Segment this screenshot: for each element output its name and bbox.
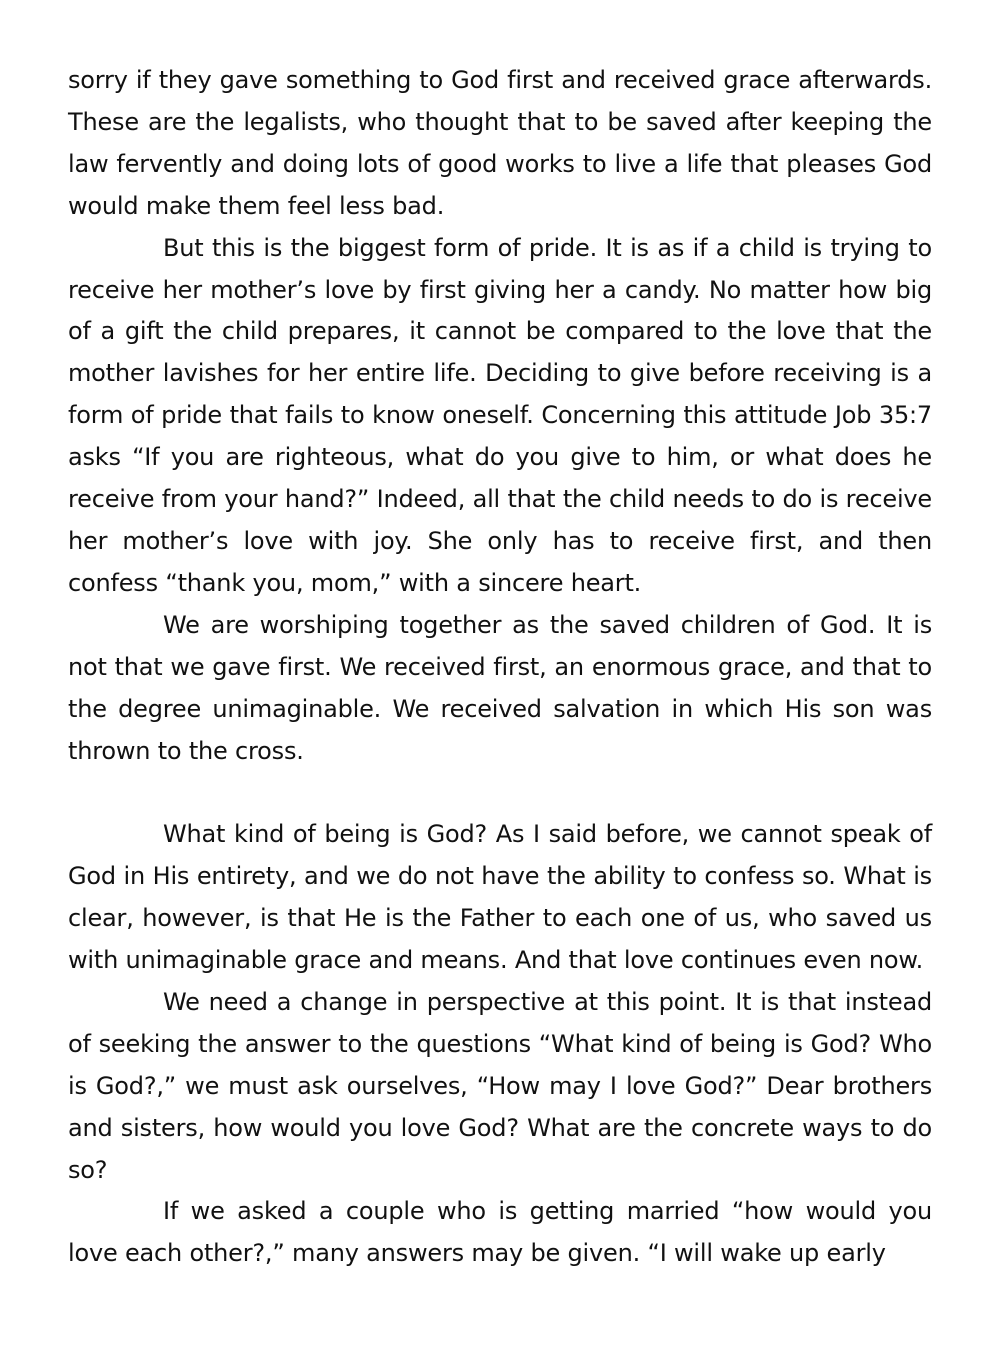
paragraph-worship: We are worshiping together as the saved children of God. It is not that we gave first. We received first, an enormous grace, and that to the degree unimaginable. We received salvation in which His son was thrown to the cross. [68, 610, 932, 765]
paragraph-what-kind-of-being: What kind of being is God? As I said before, we cannot speak of God in His entirety, and we do not have the ability to confess so. What is clear, however, is that He is the Father to each one of us, who saved us with unimaginable grace and means. And that love continues even now. [68, 820, 932, 975]
paragraph-couple: If we asked a couple who is getting married “how would you love each other?,” many answers may be given. “I will wake up early [68, 1197, 932, 1268]
paragraph-perspective: We need a change in perspective at this point. It is that instead of seeking the answer to the questions “What kind of being is God? Who is God?,” we must ask ourselves, “How may I love God?” Dear brothers and sisters, how would you love God? What are the concrete ways to do so? [68, 987, 932, 1184]
section-gap [68, 772, 932, 814]
document-page [68, 60, 932, 1275]
paragraph-pride: But this is the biggest form of pride. It is as if a child is trying to receive her mother’s love by first giving her a candy. No matter how big of a gift the child prepares, it cannot be compared to the love that the mother lavishes for her entire life. Deciding to give before receiving is a form of pride that fails to know oneself. Concerning this attitude Job 35:7 asks “If you are righteous, what do you give to him, or what does he receive from your hand?” Indeed, all that the child needs to do is receive her mother’s love with joy. She only has to receive first, and then confess “thank you, mom,” with a sincere heart. [68, 233, 932, 597]
paragraph-legalists: sorry if they gave something to God first and received grace afterwards. These are the legalists, who thought that to be saved after keeping the law fervently and doing lots of good works to live a life that pleases God would make them feel less bad. [68, 66, 932, 220]
